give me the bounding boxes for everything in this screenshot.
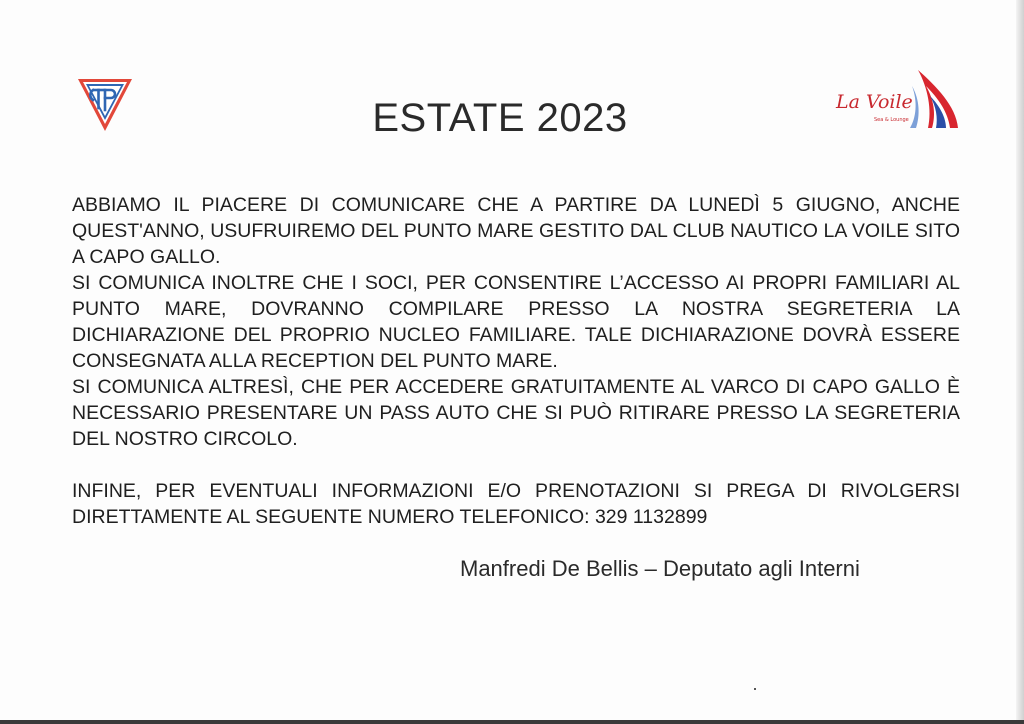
scan-speck (754, 688, 756, 690)
la-voile-logo-tagline: Sea & Lounge (874, 117, 909, 123)
paragraph-4: INFINE, PER EVENTUALI INFORMAZIONI E/O PRENOTAZIONI SI PREGA DI RIVOLGERSI DIRETTAMENTE AL SEGUENTE NUMERO TELEFONICO: 329 1132899 (72, 480, 960, 528)
scan-bottom-edge (0, 720, 1024, 724)
signature: Manfredi De Bellis – Deputato agli Interni (460, 556, 860, 581)
scan-right-edge (1016, 0, 1024, 724)
paragraph-1: ABBIAMO IL PIACERE DI COMUNICARE CHE A PARTIRE DA LUNEDÌ 5 GIUGNO, ANCHE QUEST'ANNO, USUFRUIREMO DEL PUNTO MARE GESTITO DAL CLUB NAUTICO LA VOILE SITO A CAPO GALLO. (72, 194, 960, 268)
notice-body (72, 192, 960, 530)
la-voile-logo-text: La Voile (836, 91, 913, 113)
paragraph-3: SI COMUNICA ALTRESÌ, CHE PER ACCEDERE GRATUITAMENTE AL VARCO DI CAPO GALLO È NECESSARIO PRESENTARE UN PASS AUTO CHE SI PUÒ RITIRARE PRESSO LA SEGRETERIA DEL NOSTRO CIRCOLO. (72, 376, 960, 450)
paragraph-2: SI COMUNICA INOLTRE CHE I SOCI, PER CONSENTIRE L’ACCESSO AI PROPRI FAMILIARI AL PUNTO MARE, DOVRANNO COMPILARE PRESSO LA NOSTRA SEGRETERIA LA DICHIARAZIONE DEL PROPRIO NUCLEO FAMILIARE. TALE DICHIARAZIONE DOVRÀ ESSERE CONSEGNATA ALLA RECEPTION DEL PUNTO MARE. (72, 272, 960, 372)
page-title: ESTATE 2023 (372, 96, 628, 140)
